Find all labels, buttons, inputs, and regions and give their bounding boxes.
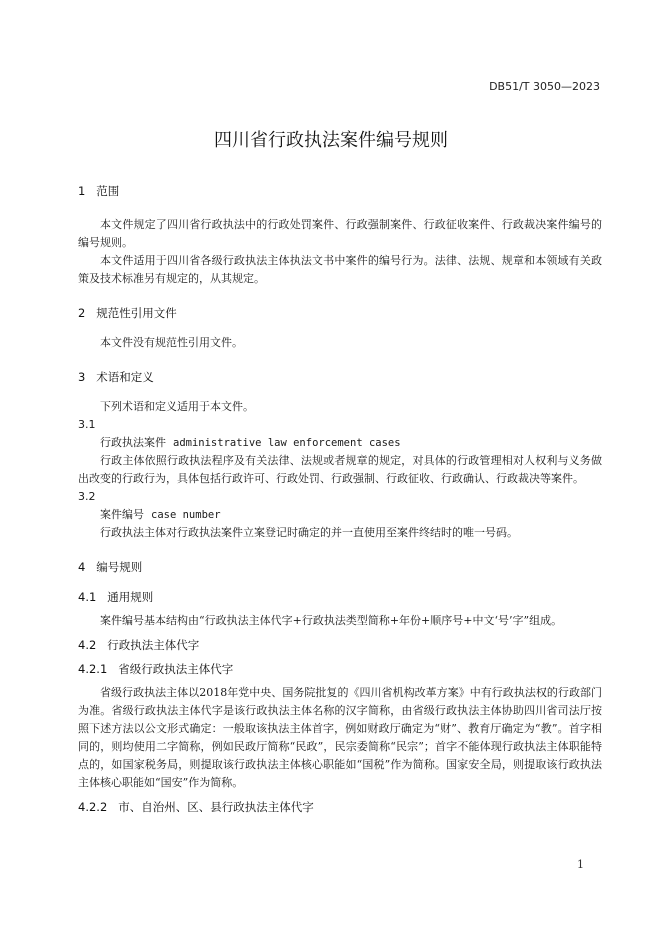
term-english: administrative law enforcement cases (173, 437, 401, 449)
section-number: 4.2.1 (78, 662, 108, 676)
section-title: 术语和定义 (96, 370, 154, 384)
paragraph: 省级行政执法主体以2018年党中央、国务院批复的《四川省机构改革方案》中有行政执法权的行政部门为准。省级行政执法主体代字是该行政执法主体名称的汉字简称，由省级行政执法主体协助四川省司法厅按照下述方法以公文形式确定：一般取该执法主体首字，例如财政厅确定为“财”、教育厅确定为“教”。首字相同的，则均使用二字简称，例如民政厅简称“民政”，民宗委简称“民宗”；首字不能体现行政执法主体职能特点的，如国家税务局，则提取该行政执法主体核心职能如“国税”作为简称。国家安全局，则提取该行政执法主体核心职能如“国安”作为简称。 (78, 686, 602, 789)
term-number: 3.2 (78, 490, 96, 503)
section-number: 3 (78, 370, 86, 384)
paragraph: 案件编号基本结构由“行政执法主体代字+行政执法类型简称+年份+顺序号+中文‘号’字”组成。 (100, 614, 563, 627)
paragraph: 本文件规定了四川省行政执法中的行政处罚案件、行政强制案件、行政征收案件、行政裁决案件编号的编号规则。 (78, 218, 602, 249)
section-title: 规范性引用文件 (96, 306, 177, 320)
term-number: 3.1 (78, 418, 96, 431)
section-number: 2 (78, 306, 86, 320)
section-heading-4 (78, 558, 602, 576)
section-title: 行政执法主体代字 (107, 638, 200, 652)
section-number: 4.2.2 (78, 800, 108, 814)
term-definition: 行政执法主体对行政执法案件立案登记时确定的并一直使用至案件终结时的唯一号码。 (100, 526, 518, 539)
term-chinese: 行政执法案件 (100, 436, 166, 449)
page-title: 四川省行政执法案件编号规则 (214, 130, 448, 151)
term-entry (78, 506, 602, 524)
page-number: 1 (577, 858, 584, 871)
standard-code: DB51/T 3050—2023 (489, 80, 600, 93)
subsection-heading-4-2 (78, 636, 602, 654)
section-heading-1 (78, 182, 602, 200)
section-heading-3 (78, 368, 602, 386)
paragraph: 本文件没有规范性引用文件。 (100, 336, 243, 349)
section-title: 通用规则 (107, 590, 154, 604)
section-heading-2 (78, 304, 602, 322)
term-chinese: 案件编号 (100, 508, 144, 521)
section-number: 4.2 (78, 638, 97, 652)
term-english: case number (151, 509, 221, 521)
section-number: 1 (78, 184, 86, 198)
subsection-heading-4-2-1 (78, 660, 602, 678)
subsection-heading-4-1 (78, 588, 602, 606)
paragraph: 本文件适用于四川省各级行政执法主体执法文书中案件的编号行为。法律、法规、规章和本领域有关政策及技术标准另有规定的，从其规定。 (78, 254, 602, 285)
section-title: 编号规则 (96, 560, 143, 574)
section-title: 市、自治州、区、县行政执法主体代字 (118, 800, 314, 814)
section-number: 4 (78, 560, 86, 574)
paragraph: 下列术语和定义适用于本文件。 (100, 400, 254, 413)
term-definition: 行政主体依照行政执法程序及有关法律、法规或者规章的规定，对具体的行政管理相对人权利与义务做出改变的行政行为，具体包括行政许可、行政处罚、行政强制、行政征收、行政确认、行政裁决等案件。 (78, 454, 602, 485)
section-number: 4.1 (78, 590, 97, 604)
section-title: 范围 (96, 184, 120, 198)
section-title: 省级行政执法主体代字 (118, 662, 234, 676)
subsection-heading-4-2-2 (78, 798, 602, 816)
term-entry (78, 434, 602, 452)
document-body (78, 182, 602, 816)
